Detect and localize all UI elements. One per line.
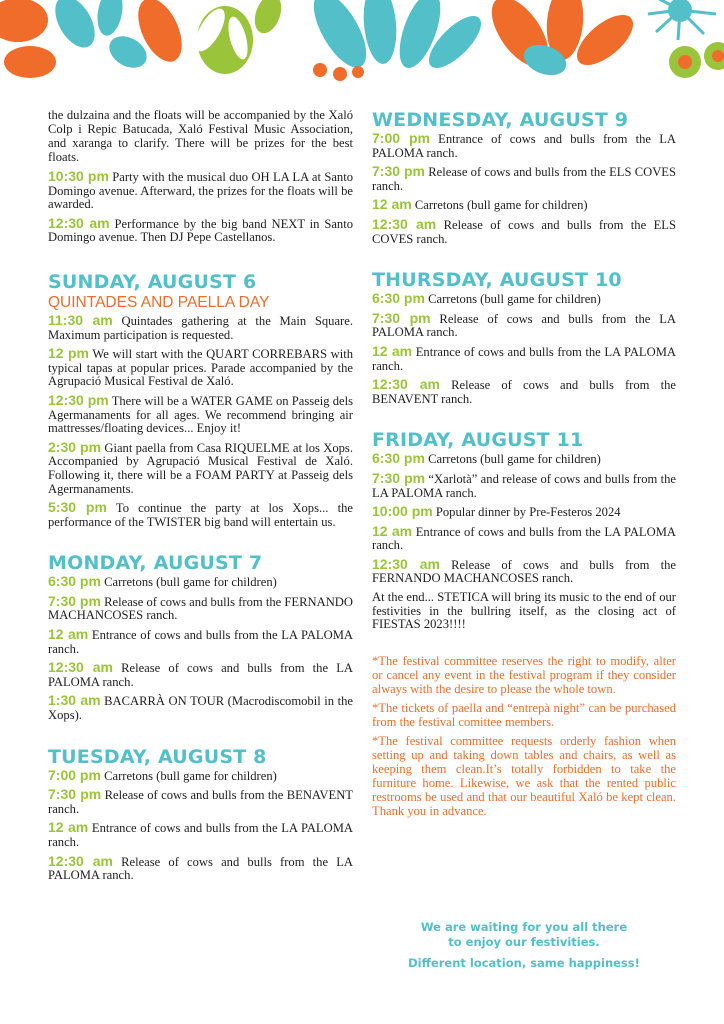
schedule-entry bbox=[48, 170, 353, 212]
schedule-entry bbox=[372, 522, 677, 553]
schedule-entry bbox=[372, 132, 676, 160]
event-text: Popular dinner by Pre-Festeros 2024 bbox=[435, 505, 621, 520]
event-time: 7:00 pm bbox=[372, 130, 430, 146]
event-time: 7:30 pm bbox=[372, 163, 426, 180]
event-text: Performance by the big band NEXT in Santo Domingo avenue. Then DJ Pepe Castellanos. bbox=[48, 216, 353, 245]
schedule-entry bbox=[48, 694, 353, 722]
event-time: 12 am bbox=[372, 522, 413, 539]
event-text: There will be a WATER GAME on Passeig dels Agermanaments for all ages. We recommend bringing air mattresses/floating devices... Enjoy it! bbox=[48, 393, 354, 436]
event-text: Release of cows and bulls from the LA PALOMA ranch. bbox=[372, 311, 677, 340]
closing-line: to enjoy our festivities. bbox=[448, 935, 600, 949]
schedule-entry bbox=[48, 501, 353, 529]
event-text: Party with the musical duo OH LA LA at Santo Domingo avenue. Afterward, the prizes for the floats will be awarded. bbox=[48, 170, 353, 212]
day-subtitle: QUINTADES AND PAELLA DAY bbox=[48, 293, 270, 311]
event-time: 6:30 pm bbox=[48, 573, 101, 590]
schedule-entry bbox=[372, 469, 676, 500]
event-time: 10:00 pm bbox=[372, 503, 433, 520]
day-heading: WEDNESDAY, AUGUST 9 bbox=[372, 109, 629, 131]
schedule-entry bbox=[372, 452, 676, 467]
event-time: 6:30 pm bbox=[372, 290, 425, 307]
schedule-entry bbox=[372, 555, 676, 586]
event-text: Release of cows and bulls from the LA PALOMA ranch. bbox=[48, 661, 353, 689]
schedule-entry bbox=[48, 766, 353, 784]
event-text: Release of cows and bulls from the BENAVENT ranch. bbox=[48, 788, 353, 816]
event-time: 12:30 am bbox=[372, 215, 437, 232]
event-time: 12:30 am bbox=[372, 376, 440, 393]
day-section-friday bbox=[372, 428, 676, 632]
event-time: 2:30 pm bbox=[48, 438, 102, 455]
day-heading: THURSDAY, AUGUST 10 bbox=[372, 269, 622, 292]
closing-message bbox=[372, 920, 676, 971]
event-text: Entrance of cows and bulls from the LA PALOMA ranch. bbox=[48, 628, 353, 656]
event-time: 12 am bbox=[48, 819, 89, 836]
schedule-entry bbox=[48, 821, 353, 849]
schedule-entry bbox=[372, 342, 677, 373]
event-text: BACARRÀ ON TOUR (Macrodiscomobil in the Xops). bbox=[48, 694, 354, 723]
event-text: We will start with the QUART CORREBARS with typical tapas at popular prices. Parade accompanied by the Agrupació Musical Festival de Xaló. bbox=[48, 347, 354, 389]
flower-pattern-icon bbox=[0, 0, 724, 92]
note: *The festival committee reserves the right to modify, alter or cancel any event in the festival program if they consider always with the desire to please the whole town. bbox=[372, 653, 676, 696]
event-time: 12:30 am bbox=[372, 555, 440, 572]
day-heading: FRIDAY, AUGUST 11 bbox=[372, 429, 584, 452]
event-text: Carretons (bull game for children) bbox=[414, 198, 588, 213]
closing-line: Different location, same happiness! bbox=[408, 956, 640, 970]
event-text: Entrance of cows and bulls from the LA PALOMA ranch. bbox=[372, 524, 677, 553]
schedule-entry bbox=[48, 214, 353, 245]
schedule-entry bbox=[372, 198, 676, 213]
schedule-entry bbox=[372, 378, 676, 406]
event-time: 7:30 pm bbox=[372, 309, 431, 326]
schedule-entry bbox=[48, 628, 353, 656]
event-time: 7:30 pm bbox=[48, 592, 101, 609]
event-text: Carretons (bull game for children) bbox=[104, 768, 277, 783]
left-column bbox=[48, 108, 353, 888]
day-section-wednesday bbox=[372, 108, 676, 246]
schedule-entry bbox=[372, 309, 677, 340]
event-text: Entrance of cows and bulls from the LA PALOMA ranch. bbox=[48, 821, 353, 849]
note: *The tickets of paella and “entrepà night” can be purchased from the festival comittee members. bbox=[372, 700, 676, 729]
event-time: 7:00 pm bbox=[48, 766, 101, 783]
event-time: 11:30 am bbox=[48, 311, 113, 328]
event-time: 12 am bbox=[372, 342, 413, 359]
schedule-entry bbox=[48, 661, 353, 689]
event-time: 1:30 am bbox=[48, 692, 101, 709]
day-section-sunday bbox=[48, 270, 353, 529]
event-time: 12 am bbox=[372, 196, 412, 213]
event-time: 5:30 pm bbox=[48, 499, 107, 516]
intro-paragraph: the dulzaina and the floats will be accompanied by the Xaló Colp i Repic Batucada, Xaló Festival Music Association, and xaranga to clarify. There will be prizes for the best floats. bbox=[48, 108, 353, 164]
event-text: Release of cows and bulls from the ELS COVES ranch. bbox=[372, 217, 676, 246]
event-text: To continue the party at los Xops... the performance of the TWISTER big band will entertain us. bbox=[48, 501, 354, 529]
day-section-monday bbox=[48, 551, 353, 722]
schedule-entry bbox=[48, 311, 353, 342]
schedule-entry bbox=[48, 575, 353, 590]
event-time: 12:30 am bbox=[48, 659, 113, 676]
schedule-entry bbox=[372, 292, 676, 307]
day-heading: TUESDAY, AUGUST 8 bbox=[48, 745, 267, 768]
event-time: 10:30 pm bbox=[48, 168, 109, 184]
schedule-entry bbox=[48, 391, 354, 436]
event-text: Giant paella from Casa RIQUELME at los Xops. Accompanied by Agrupació Musical Festival de Xaló. Following it, there will be a FOAM PARTY at Passeig dels Agermanaments. bbox=[48, 440, 353, 496]
schedule-entry bbox=[372, 505, 676, 520]
event-text: Release of cows and bulls from the FERNANDO MACHANCOSES ranch. bbox=[372, 557, 676, 586]
event-time: 12:30 am bbox=[48, 852, 113, 869]
day-heading: MONDAY, AUGUST 7 bbox=[48, 552, 263, 575]
event-time: 7:30 pm bbox=[48, 786, 102, 803]
event-text: Release of cows and bulls from the LA PALOMA ranch. bbox=[48, 854, 353, 883]
event-text: Entrance of cows and bulls from the LA PALOMA ranch. bbox=[372, 132, 676, 160]
day-section-tuesday bbox=[48, 745, 353, 883]
event-text: Release of cows and bulls from the ELS COVES ranch. bbox=[372, 165, 676, 193]
event-text: Release of cows and bulls from the BENAVENT ranch. bbox=[372, 378, 676, 406]
event-text: Carretons (bull game for children) bbox=[104, 575, 277, 590]
event-text: Entrance of cows and bulls from the LA PALOMA ranch. bbox=[372, 344, 677, 373]
right-column bbox=[372, 108, 676, 823]
event-time: 7:30 pm bbox=[372, 469, 426, 486]
schedule-entry bbox=[48, 347, 353, 389]
day-heading: SUNDAY, AUGUST 6 bbox=[48, 270, 257, 293]
event-time: 6:30 pm bbox=[372, 450, 425, 467]
committee-notes bbox=[372, 654, 676, 818]
schedule-entry bbox=[48, 788, 353, 816]
event-text: Carretons (bull game for children) bbox=[428, 452, 601, 467]
schedule-entry bbox=[372, 215, 676, 246]
schedule-entry bbox=[48, 438, 353, 496]
day-section-thursday bbox=[372, 268, 676, 406]
event-time: 12 pm bbox=[48, 345, 89, 362]
event-text: “Xarlotà” and release of cows and bulls from the LA PALOMA ranch. bbox=[372, 471, 676, 500]
event-text: Quintades gathering at the Main Square. Maximum participation is requested. bbox=[48, 313, 353, 342]
closing-act-text: At the end... STETICA will bring its music to the end of our festivities in the bullring itself, as the closing act of FIESTAS 2023!!!! bbox=[372, 590, 676, 632]
event-time: 12:30 am bbox=[48, 214, 110, 231]
note: *The festival committee requests orderly fashion when setting up and taking down tables and chairs, as well as keeping them clean.It’s totally forbidden to take the furniture home. Likewise, we ask that the rented public restrooms be used and that our beautiful Xaló be kept clean. Thank you in advance. bbox=[372, 733, 676, 818]
schedule-entry bbox=[48, 592, 353, 623]
floral-banner bbox=[0, 0, 724, 92]
event-text: Release of cows and bulls from the FERNANDO MACHANCOSES ranch. bbox=[48, 594, 353, 623]
closing-line: We are waiting for you all there bbox=[420, 920, 628, 934]
schedule-entry bbox=[48, 852, 353, 883]
event-time: 12 am bbox=[48, 626, 89, 643]
schedule-entry bbox=[372, 165, 676, 193]
event-time: 12:30 pm bbox=[48, 391, 109, 408]
event-text: Carretons (bull game for children) bbox=[428, 292, 601, 307]
